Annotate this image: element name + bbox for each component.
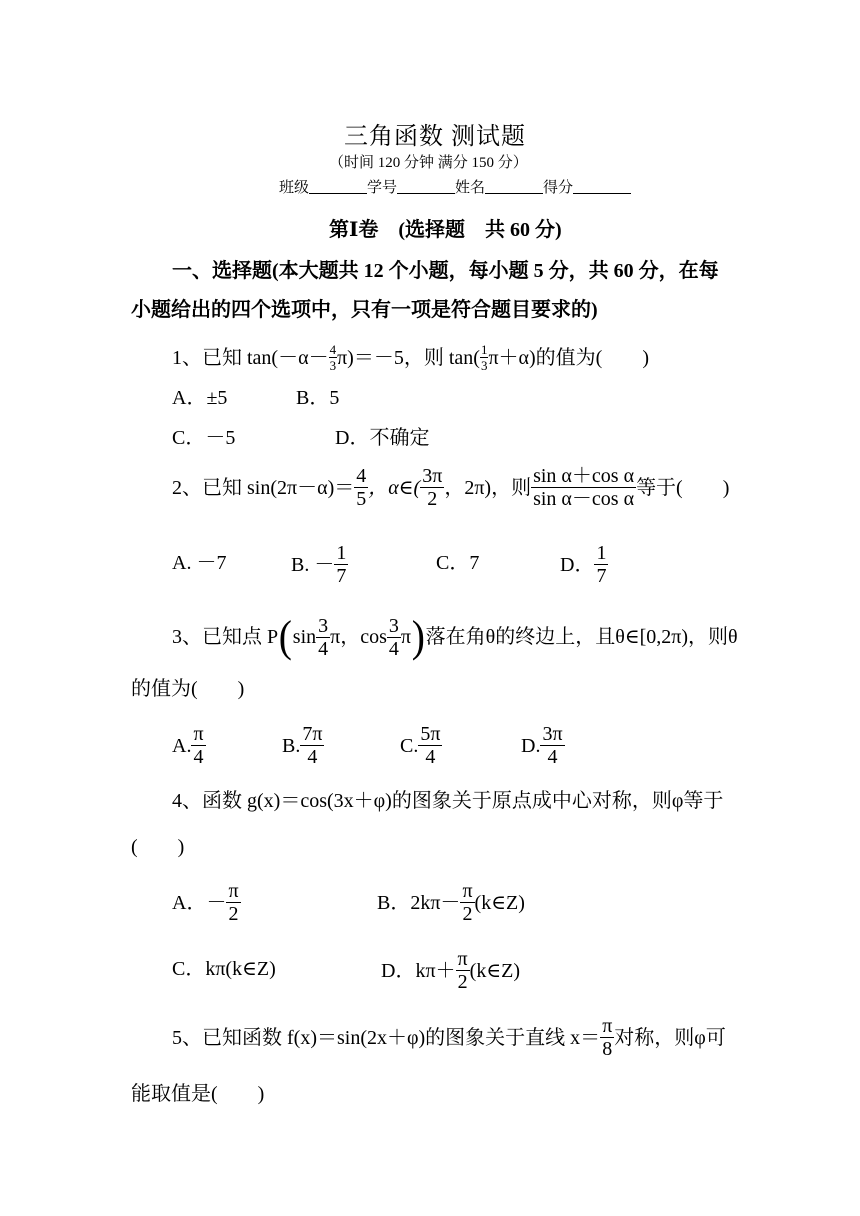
section-heading: 第Ⅰ卷 (选择题 共 60 分) bbox=[329, 219, 562, 241]
q4-opt-a-prefix: A．－ bbox=[172, 891, 227, 914]
q3-fraction-cos bbox=[387, 616, 401, 659]
student-info-fields bbox=[279, 176, 631, 197]
section-instruction-line2: 小题给出的四个选项中，只有一项是符合题目要求的) bbox=[131, 299, 598, 321]
q2-option-d-prefix: D． bbox=[560, 553, 595, 576]
q3-opt-d-den: 4 bbox=[547, 746, 558, 768]
question-4-stem: 4、函数 g(x)＝cos(3x＋φ)的图象关于原点成中心对称，则φ等于 bbox=[172, 790, 724, 812]
q3-option-c bbox=[400, 724, 442, 767]
q4-opt-d-suffix: (k∈Z) bbox=[469, 959, 520, 982]
q4-opt-d-fraction bbox=[456, 949, 470, 992]
q4-opt-a-num: π bbox=[228, 880, 239, 902]
q2-option-b bbox=[291, 543, 348, 586]
q1-frac2-num: 1 bbox=[480, 342, 488, 357]
question-3-stem bbox=[172, 612, 738, 661]
q4-option-b bbox=[377, 881, 525, 924]
field-blank-class bbox=[309, 179, 367, 194]
q3-frac2-den: 4 bbox=[388, 637, 399, 660]
q2-frac3-num: sin α＋cos α bbox=[533, 465, 635, 487]
q3-text-prefix: 3、已知点 P bbox=[172, 626, 279, 648]
q4-line2: ( ) bbox=[131, 836, 185, 858]
q3-option-d bbox=[521, 724, 565, 767]
q1-text-mid: π)＝－5，则 tan( bbox=[337, 346, 480, 369]
q4-option-c: C．kπ(k∈Z) bbox=[172, 958, 276, 980]
q5-frac1-den: 8 bbox=[602, 1038, 613, 1060]
q1-fraction-1-3 bbox=[480, 343, 489, 372]
q3-frac1-den: 4 bbox=[318, 637, 329, 660]
q4-opt-d-num: π bbox=[457, 948, 468, 970]
page-title: 三角函数 测试题 bbox=[344, 124, 526, 150]
q3-opt-a-prefix: A. bbox=[172, 734, 192, 757]
q3-sin-label: sin bbox=[292, 626, 317, 648]
q1-frac1-num: 4 bbox=[329, 342, 337, 357]
q1-frac1-den: 3 bbox=[329, 358, 337, 373]
q2-fraction-4-5 bbox=[354, 466, 368, 509]
question-1-stem bbox=[172, 343, 649, 372]
q3-opt-a-num: π bbox=[193, 723, 204, 745]
q1-text-prefix: 1、已知 tan(－α－ bbox=[172, 346, 329, 369]
q1-option-c: C．－5 bbox=[172, 427, 236, 449]
q4-opt-b-fraction bbox=[460, 881, 474, 924]
q3-option-b bbox=[282, 724, 324, 767]
q2-text-mid2: ，2π)，则 bbox=[444, 476, 532, 499]
q1-option-a: A．±5 bbox=[172, 387, 228, 409]
q5-line2: 能取值是( ) bbox=[131, 1083, 265, 1105]
q4-option-d bbox=[381, 949, 520, 992]
q2-opt-b-den: 7 bbox=[336, 565, 347, 587]
q3-frac2-num: 3 bbox=[388, 614, 399, 637]
q2-frac3-den: sin α－cos α bbox=[533, 488, 635, 510]
exam-subtitle: （时间 120 分钟 满分 150 分） bbox=[329, 155, 528, 171]
q3-opt-c-fraction bbox=[418, 724, 442, 767]
q4-opt-b-den: 2 bbox=[462, 903, 473, 925]
q2-option-b-prefix: B. － bbox=[291, 553, 335, 576]
q2-option-c: C．7 bbox=[436, 552, 480, 574]
q4-opt-a-den: 2 bbox=[228, 903, 239, 925]
q4-option-a bbox=[172, 881, 241, 924]
q3-right-paren: ) bbox=[411, 612, 425, 661]
q1-text-suffix: π＋α)的值为( ) bbox=[488, 346, 649, 369]
q2-opt-d-num: 1 bbox=[596, 542, 607, 564]
q4-opt-a-fraction bbox=[226, 881, 240, 924]
q3-opt-d-prefix: D. bbox=[521, 734, 541, 757]
field-blank-name bbox=[485, 179, 543, 194]
q2-text-prefix: 2、已知 sin(2π－α)＝ bbox=[172, 476, 355, 499]
q2-fraction-ratio bbox=[531, 466, 636, 509]
question-2-stem bbox=[172, 466, 729, 509]
q4-opt-b-suffix: (k∈Z) bbox=[474, 891, 525, 914]
q1-fraction-4-3 bbox=[329, 343, 338, 372]
q3-text-sep: π，cos bbox=[330, 626, 387, 648]
field-label-number: 学号 bbox=[367, 180, 398, 196]
q3-fraction-sin bbox=[316, 616, 330, 659]
q2-text-mid1: ，α∈( bbox=[368, 476, 421, 499]
q3-text-suffix: 落在角θ的终边上，且θ∈[0,2π)，则θ bbox=[425, 626, 738, 648]
q3-opt-b-prefix: B. bbox=[282, 734, 301, 757]
q3-opt-b-num: 7π bbox=[302, 723, 323, 745]
field-blank-score bbox=[573, 179, 631, 194]
q2-option-d bbox=[560, 543, 608, 586]
q3-opt-a-den: 4 bbox=[193, 746, 204, 768]
q2-opt-b-num: 1 bbox=[336, 542, 347, 564]
q2-opt-d-den: 7 bbox=[596, 565, 607, 587]
q3-opt-c-prefix: C. bbox=[400, 734, 419, 757]
q2-frac2-num: 3π bbox=[422, 465, 443, 487]
section-instruction-line1: 一、选择题(本大题共 12 个小题，每小题 5 分，共 60 分，在每 bbox=[172, 260, 719, 282]
q4-opt-b-prefix: B．2kπ－ bbox=[377, 891, 461, 914]
q3-opt-d-num: 3π bbox=[542, 723, 563, 745]
q3-left-paren: ( bbox=[278, 612, 293, 661]
field-blank-number bbox=[397, 179, 455, 194]
question-5-stem bbox=[172, 1016, 726, 1059]
q2-frac1-num: 4 bbox=[356, 465, 367, 487]
q4-opt-b-num: π bbox=[462, 880, 473, 902]
q5-fraction-pi-8 bbox=[600, 1016, 614, 1059]
field-label-score: 得分 bbox=[543, 180, 574, 196]
q2-frac2-den: 2 bbox=[427, 488, 438, 510]
q1-option-d: D．不确定 bbox=[335, 427, 430, 449]
q2-option-a: A. －7 bbox=[172, 552, 227, 574]
q3-opt-b-den: 4 bbox=[307, 746, 318, 768]
q2-frac1-den: 5 bbox=[356, 488, 367, 510]
q4-opt-d-den: 2 bbox=[457, 971, 468, 993]
q3-frac1-num: 3 bbox=[318, 614, 329, 637]
q5-frac1-num: π bbox=[602, 1015, 613, 1037]
q5-text-suffix: 对称，则φ可 bbox=[614, 1026, 726, 1049]
field-label-class: 班级 bbox=[279, 180, 310, 196]
q1-option-b: B．5 bbox=[296, 387, 340, 409]
q1-frac2-den: 3 bbox=[480, 358, 488, 373]
q3-opt-c-den: 4 bbox=[425, 746, 436, 768]
q3-pi: π bbox=[400, 626, 411, 648]
q2-option-b-fraction bbox=[334, 543, 348, 586]
q3-line2: 的值为( ) bbox=[131, 678, 245, 700]
q2-fraction-3pi-2 bbox=[420, 466, 444, 509]
q5-text-prefix: 5、已知函数 f(x)＝sin(2x＋φ)的图象关于直线 x＝ bbox=[172, 1026, 601, 1049]
q3-opt-d-fraction bbox=[540, 724, 564, 767]
q4-opt-d-prefix: D．kπ＋ bbox=[381, 959, 456, 982]
q3-opt-c-num: 5π bbox=[420, 723, 441, 745]
q3-opt-b-fraction bbox=[300, 724, 324, 767]
q2-option-d-fraction bbox=[594, 543, 608, 586]
field-label-name: 姓名 bbox=[455, 180, 486, 196]
q2-text-suffix: 等于( ) bbox=[636, 476, 730, 499]
q3-opt-a-fraction bbox=[191, 724, 205, 767]
q3-option-a bbox=[172, 724, 206, 767]
